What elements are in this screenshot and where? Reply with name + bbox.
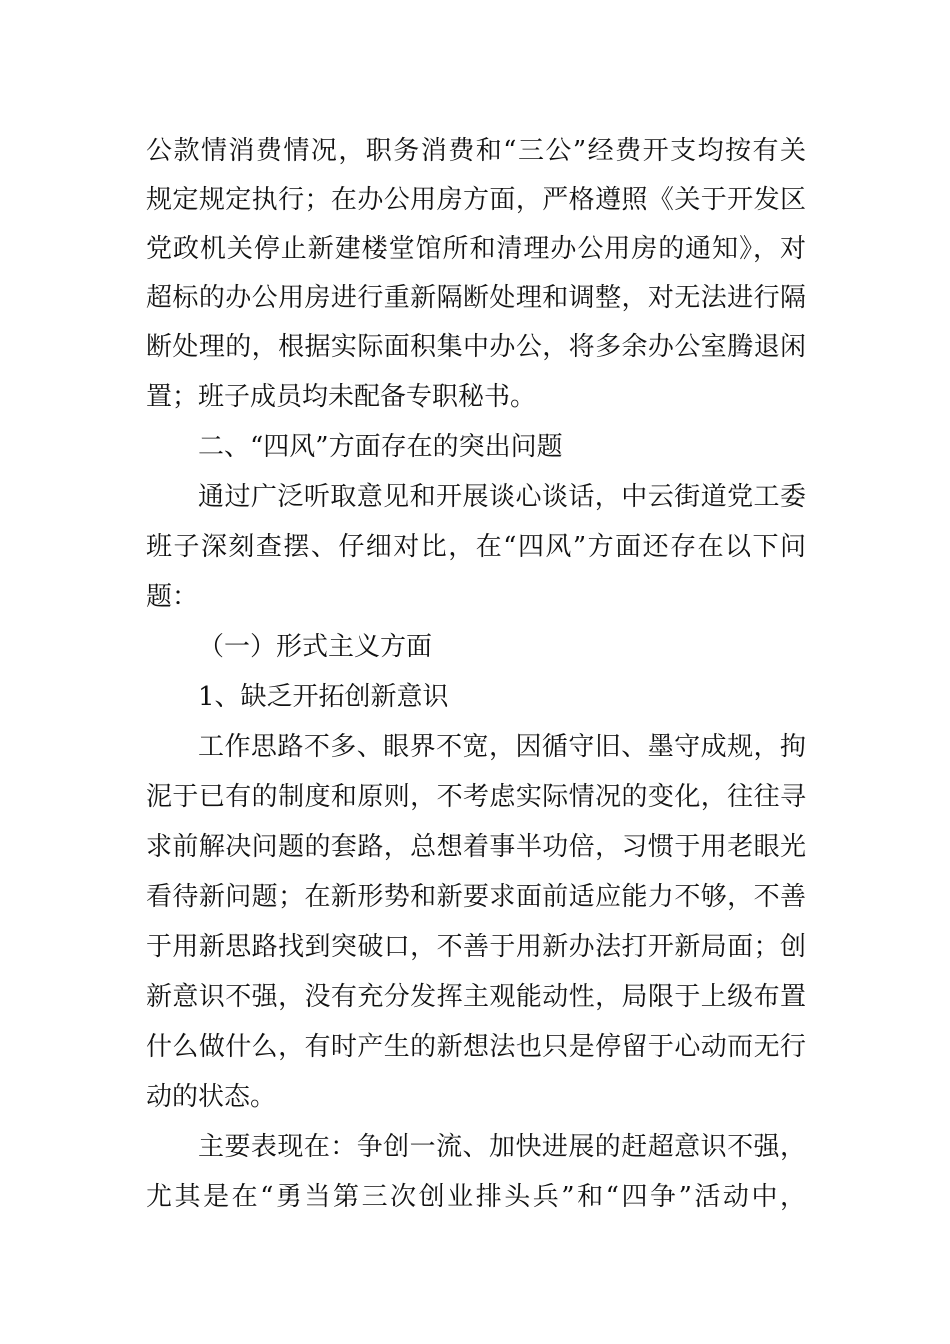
paragraph-line: 规定规定执行；在办公用房方面，严格遵照《关于开发区 bbox=[146, 185, 806, 215]
paragraph-line: 题： bbox=[146, 582, 199, 612]
paragraph-line: 求前解决问题的套路，总想着事半功倍，习惯于用老眼光 bbox=[146, 832, 806, 862]
paragraph-line: 工作思路不多、眼界不宽，因循守旧、墨守成规，拘 bbox=[198, 732, 806, 762]
paragraph-line: 新意识不强，没有充分发挥主观能动性，局限于上级布置 bbox=[146, 982, 806, 1012]
paragraph-line: 超标的办公用房进行重新隔断处理和调整，对无法进行隔 bbox=[146, 283, 806, 313]
paragraph-line: 于用新思路找到突破口，不善于用新办法打开新局面；创 bbox=[146, 932, 806, 962]
paragraph-line: 尤其是在“勇当第三次创业排头兵”和“四争”活动中， bbox=[146, 1182, 806, 1212]
subsection-heading: （一）形式主义方面 bbox=[198, 632, 433, 662]
paragraph-line: 泥于已有的制度和原则，不考虑实际情况的变化，往往寻 bbox=[146, 782, 806, 812]
paragraph-line: 党政机关停止新建楼堂馆所和清理办公用房的通知》，对 bbox=[146, 234, 806, 264]
paragraph-line: 看待新问题；在新形势和新要求面前适应能力不够，不善 bbox=[146, 882, 806, 912]
item-heading: 1、缺乏开拓创新意识 bbox=[198, 682, 449, 712]
paragraph-line: 断处理的，根据实际面积集中办公，将多余办公室腾退闲 bbox=[146, 332, 806, 362]
paragraph-line: 什么做什么，有时产生的新想法也只是停留于心动而无行 bbox=[146, 1032, 806, 1062]
paragraph-line: 公款情消费情况，职务消费和“三公”经费开支均按有关 bbox=[146, 136, 806, 166]
paragraph-line: 通过广泛听取意见和开展谈心谈话，中云街道党工委 bbox=[198, 482, 806, 512]
section-heading: 二、“四风”方面存在的突出问题 bbox=[198, 432, 563, 462]
paragraph-line: 班子深刻查摆、仔细对比，在“四风”方面还存在以下问 bbox=[146, 532, 806, 562]
paragraph-line: 动的状态。 bbox=[146, 1082, 277, 1112]
paragraph-line: 置；班子成员均未配备专职秘书。 bbox=[146, 382, 537, 412]
paragraph-line: 主要表现在：争创一流、加快进展的赶超意识不强， bbox=[198, 1132, 806, 1162]
